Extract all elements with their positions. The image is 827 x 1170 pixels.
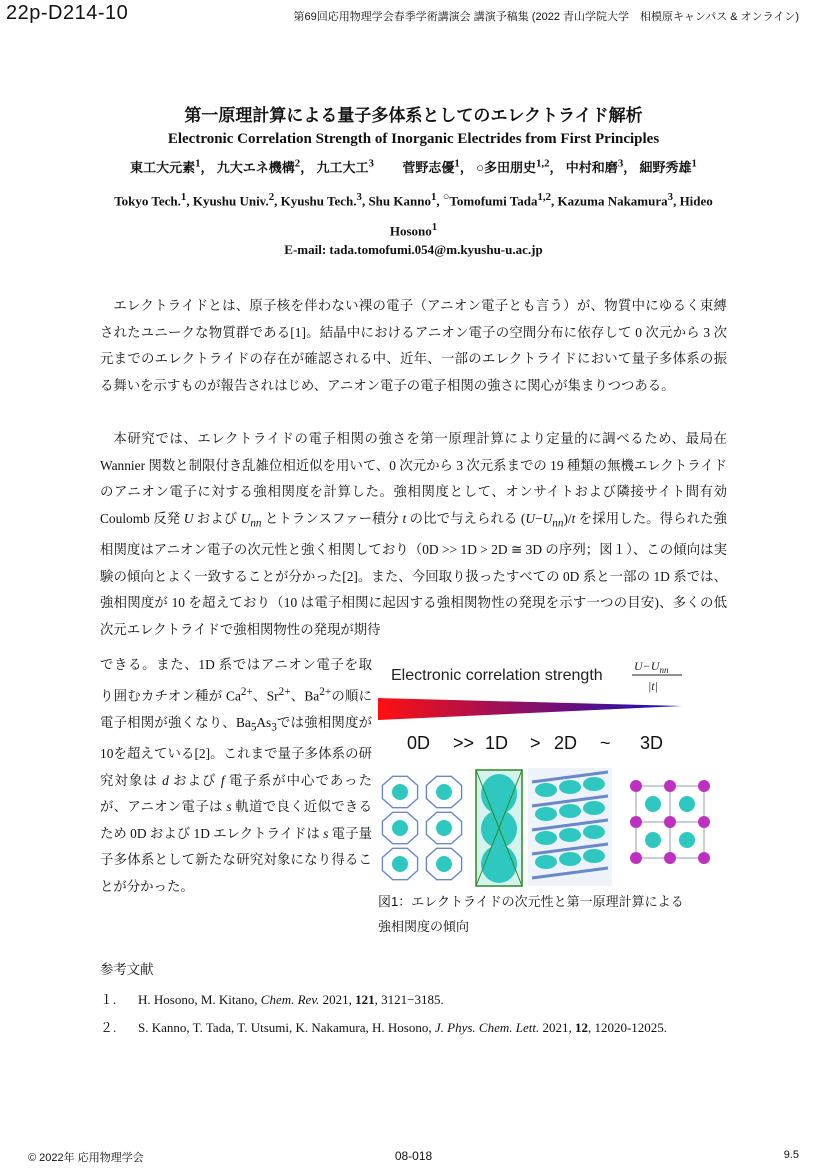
text: )/: [563, 510, 572, 526]
reference-item: [100, 1014, 727, 1042]
reference-volume: 121: [355, 992, 375, 1007]
author: 菅野志優: [402, 160, 455, 175]
author: Hideo Hosono: [389, 193, 713, 239]
affiliation: Kyushu Tech.: [280, 193, 357, 209]
subscript: nn: [552, 517, 564, 530]
electron-layer-blob: [559, 828, 581, 842]
title-japanese: 第一原理計算による量子多体系としてのエレクトライド解析: [184, 106, 643, 125]
reference-year: 2021,: [542, 1020, 572, 1035]
cation-node: [698, 780, 710, 792]
ratio-numerator: [634, 659, 669, 675]
network-group: [630, 780, 710, 864]
authors-japanese: 東工大元素$^1$， 九大エネ機構$^2$， 九工大工$^3$ 菅野志優$^1$， ○多田朋史$^{1,2}$， 中村和磨$^3$， 細野秀雄$^1$: [130, 157, 697, 175]
symbol-f: f: [220, 772, 225, 788]
caption-line: 図1：エレクトライドの次元性と第一原理計算による: [378, 894, 684, 909]
order-0d: 0D: [407, 733, 431, 753]
chem-ca: Ca: [226, 688, 241, 704]
electron-layer-blob: [583, 849, 605, 863]
email-address[interactable]: E-mail: tada.tomofumi.054@m.kyushu-u.ac.jp: [284, 242, 543, 257]
text: 電子系が中心であったが、アニオン電子は: [100, 772, 372, 815]
conference-name: 第69回応用物理学会春季学術講演会 講演予稿集 (2022 青山学院大学 相模原キャンパス & オンライン): [293, 11, 799, 23]
reference-text: [138, 1014, 724, 1042]
symbol-Unn: [240, 510, 262, 530]
cation-node: [698, 852, 710, 864]
reference-journal: Chem. Rev.: [260, 992, 320, 1007]
author-sup: 1: [431, 221, 438, 234]
electron-layer-blob: [559, 804, 581, 818]
structure-1d: [476, 770, 522, 886]
electron-layer-blob: [583, 777, 605, 791]
author-sup: 1: [454, 157, 460, 170]
text: 本研究では、エレクトライドの電子相関の強さを第一原理計算により定量的に調べるため、最局在 Wannier 関数と制限付き乱雑位相近似を用いて、0 次元から 3 次元系までの 19 種類の無機エレクトライドのアニオン電子に対する強相関度を計算した。強相関度として、オンサイトおよび隣接サイト間有効 Coulomb 反発: [100, 431, 727, 526]
reference-number: ２.: [100, 1020, 117, 1035]
electron-node: [645, 832, 661, 848]
affiliation-sup: 3: [356, 191, 362, 203]
text: 軌道で良く近似できるため 0D および 1D エレクトライドは: [100, 799, 372, 841]
reference-item: [100, 986, 727, 1014]
iso-surface: [481, 774, 517, 814]
electron-layer-blob: [559, 852, 581, 866]
presenter-mark: ○: [442, 191, 450, 203]
symbol-s: s: [226, 799, 232, 815]
author-sup: 1,2: [537, 191, 551, 203]
structure-0d: [382, 776, 461, 879]
order-2d: 2D: [554, 733, 578, 753]
author: Shu Kanno: [368, 193, 431, 209]
electron-layer-blob: [583, 801, 605, 815]
text: とトランスファー積分: [264, 510, 400, 526]
symbol-U: U: [525, 510, 536, 526]
electron-node: [645, 796, 661, 812]
cage-electron: [436, 856, 452, 872]
structure-2d: [528, 768, 612, 886]
author-sup: 1: [430, 191, 437, 203]
reference-volume: 12: [574, 1020, 588, 1035]
affiliation: 東工大元素: [130, 160, 196, 175]
title-english: Electronic Correlation Strength of Inorganic Electrides from First Principles: [167, 131, 660, 147]
text: を採用した。得られた強相関度はアニオン電子の次元性と強く相関しており（0D >> 1D > 2D ≅ 3D の序列；図１）、この傾向は実験の傾向とよく一致することが分かった[2]。また、今回取り扱ったすべての 0D 系と一部の 1D 系では、強相関度が 10 を超えており（10 は電子相関に起因する強相関物性の発現を示す一つの目安)、多くの低次元エレクトライドで強相関物性の発現が期待: [100, 510, 727, 637]
symbol-U: U: [183, 510, 194, 526]
cation-node: [664, 780, 676, 792]
cage-electron: [436, 820, 452, 836]
cation-node: [664, 816, 676, 828]
page-id: 08-018: [394, 1149, 433, 1163]
symbol-U: U: [240, 510, 251, 526]
subscript: nn: [250, 517, 262, 530]
copyright: © 2022年 応用物理学会: [28, 1152, 144, 1164]
chem-ba: Ba: [304, 688, 320, 704]
superscript: 2+: [319, 685, 332, 698]
author-sup: 3: [617, 157, 624, 170]
text: 電子量子多体系として新たな研究対象になり得ることが分かった。: [100, 825, 373, 894]
ratio-denominator: |t|: [648, 679, 658, 693]
text: および: [173, 772, 217, 788]
cation-node: [630, 816, 642, 828]
cage-group: [382, 776, 461, 879]
structure-3d: [630, 780, 710, 864]
affiliation-sup: 1: [195, 157, 201, 170]
chem-sr: Sr: [266, 688, 279, 704]
figure-title: Electronic correlation strength: [391, 667, 603, 684]
order-1d: 1D: [485, 733, 509, 753]
caption-line: 強相関度の傾向: [378, 919, 470, 934]
electron-layer-blob: [535, 807, 557, 821]
reference-pages: , 12020-12025.: [587, 1020, 668, 1035]
symbol-s: s: [323, 825, 329, 841]
electron-node: [679, 796, 695, 812]
electron-node: [679, 832, 695, 848]
affiliation-sup: 1: [180, 191, 187, 203]
superscript: 2+: [278, 685, 291, 698]
electron-layer-blob: [559, 780, 581, 794]
chem-ba5as3: [235, 714, 277, 734]
presenter-mark: ○: [476, 160, 484, 175]
session-code: 22p-D214-10: [6, 2, 129, 24]
affiliation-sup: 2: [294, 157, 301, 170]
cage-electron: [392, 784, 408, 800]
affiliation: 九工大工: [316, 160, 369, 175]
references-heading: 参考文献: [100, 962, 154, 977]
affiliation: 九大エネ機構: [216, 160, 295, 175]
order-sim: ~: [600, 733, 611, 753]
author: Tomofumi Tada: [449, 193, 538, 209]
author-sup: 1,2: [535, 157, 550, 170]
text: の順に電子相関が強くなり、: [100, 688, 373, 730]
order-gg: >>: [453, 733, 475, 753]
electron-layer-blob: [535, 831, 557, 845]
reference-number: １.: [100, 992, 117, 1007]
text: 、: [290, 688, 305, 704]
reference-authors: S. Kanno, T. Tada, T. Utsumi, K. Nakamura, H. Hosono,: [138, 1020, 432, 1035]
reference-text: [138, 992, 444, 1007]
electron-layer-blob: [583, 825, 605, 839]
author-sup: 3: [667, 191, 674, 203]
text: および: [196, 510, 238, 526]
figure-caption: [378, 889, 684, 939]
reference-authors: H. Hosono, M. Kitano,: [138, 992, 258, 1007]
paragraph-method: [100, 426, 727, 643]
text: の比で与えられる (: [409, 510, 526, 526]
figure-1: [372, 650, 732, 895]
superscript: 2+: [240, 685, 253, 698]
author: 多田朋史: [483, 160, 536, 175]
author: 細野秀雄: [639, 160, 692, 175]
text: 、: [252, 688, 267, 704]
order-gt: >: [530, 733, 541, 753]
electron-layer-blob: [535, 855, 557, 869]
author-sup: 1: [691, 157, 697, 170]
symbol-U: U: [542, 510, 553, 526]
affiliation: Kyushu Univ.: [192, 193, 269, 209]
text: できる。また、1D 系ではアニオン電子を取り囲むカチオン種が: [100, 657, 372, 704]
author: Kazuma Nakamura: [557, 193, 668, 209]
cage-electron: [392, 856, 408, 872]
subscript: 5: [250, 721, 257, 734]
affiliation: Tokyo Tech.: [114, 193, 181, 209]
order-3d: 3D: [640, 733, 664, 753]
reference-year: 2021,: [322, 992, 352, 1007]
ratio-numerator-sub: nn: [659, 665, 669, 675]
symbol-d: d: [162, 772, 169, 788]
iso-surface: [481, 845, 517, 883]
chem-ba: Ba: [235, 714, 251, 730]
symbol-t: t: [571, 510, 576, 526]
cage-electron: [436, 784, 452, 800]
chem-as: As: [256, 714, 272, 730]
text: では強相関度が10を超えている[2]。これまで量子多体系の研究対象は: [100, 714, 373, 788]
symbol-t: t: [402, 510, 407, 526]
electron-layer-blob: [535, 783, 557, 797]
cation-node: [664, 852, 676, 864]
authors-english: Tokyo Tech.$^1$, Kyushu Univ.$^2$, Kyushu Tech.$^3$, Shu Kanno$^1$, ○Tomofumi Tada$^{1,2}$, Kazuma Nakamura$^3$, Hideo Hosono$^1$: [114, 191, 713, 239]
cage-electron: [392, 820, 408, 836]
affiliation-sup: 3: [368, 157, 374, 170]
subscript: 3: [271, 721, 277, 734]
paragraph-intro: エレクトライドとは、原子核を伴わない裸の電子（アニオン電子とも言う）が、物質中にゆるく束縛されたユニークな物質群である[1]。結晶中におけるアニオン電子の空間分布に依存して 0 次元から 3 次元までのエレクトライドの存在が確認される中、近年、一部のエレクトライドにおいて量子多体系の振る舞いを示すものが報告されはじめ、アニオン電子の電子相関の強さに関心が集まりつつある。: [100, 298, 727, 393]
cation-node: [630, 852, 642, 864]
cation-node: [630, 780, 642, 792]
minus-sign: −: [535, 510, 543, 526]
symbol-Unn: [542, 510, 564, 530]
version: 9.5: [783, 1149, 799, 1161]
ratio-numerator-text: U−U: [634, 659, 660, 673]
reference-pages: , 3121−3185.: [374, 992, 444, 1007]
cation-node: [698, 816, 710, 828]
paragraph-results: [100, 652, 372, 900]
affiliation-sup: 2: [268, 191, 275, 203]
reference-journal: J. Phys. Chem. Lett.: [434, 1020, 540, 1035]
gradient-wedge: [378, 698, 682, 720]
author: 中村和磨: [565, 160, 618, 175]
